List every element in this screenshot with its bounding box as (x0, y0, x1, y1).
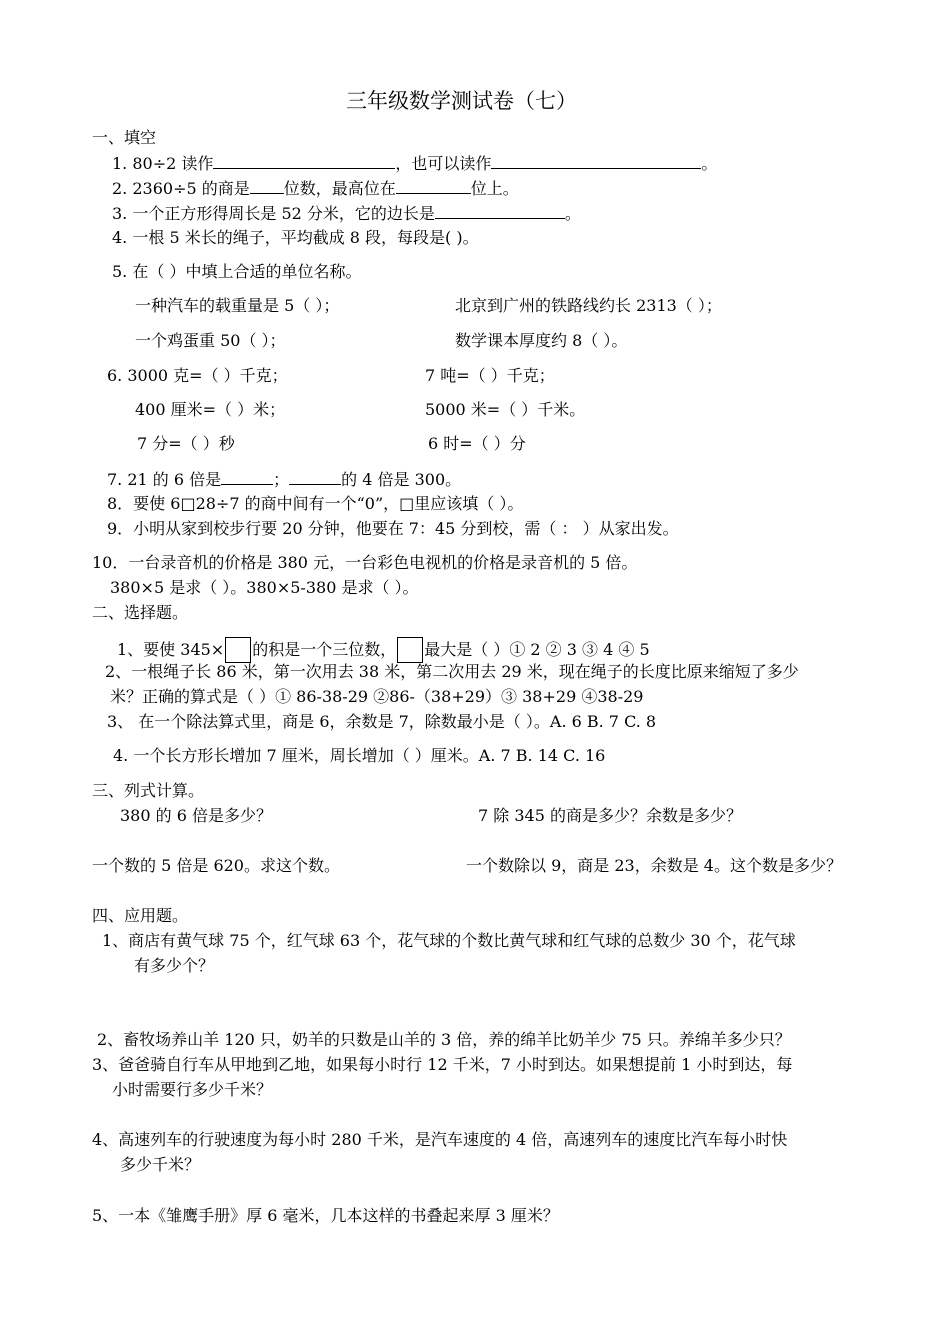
answer-blank (289, 469, 341, 485)
question-text: ； (273, 470, 290, 489)
question-1-6-item: 6 时=（ ）分 (428, 434, 526, 453)
question-1-1 (112, 153, 717, 174)
question-1-6-item: 6. 3000 克=（ ）千克； (107, 366, 288, 385)
answer-blank (435, 203, 565, 219)
word-problem-4: 4、高速列车的行驶速度为每小时 280 千米，是汽车速度的 4 倍，高速列车的速度比汽车每小时快 (92, 1130, 788, 1149)
question-1-6-item: 400 厘米=（ ）米； (135, 400, 286, 419)
blank-box (225, 637, 251, 663)
question-1-6-item: 5000 米=（ ）千米。 (425, 400, 586, 419)
question-1-6-item: 7 吨=（ ）千克； (425, 366, 555, 385)
word-problem-3-cont: 小时需要行多少千米？ (112, 1080, 273, 1099)
blank-box (397, 637, 423, 663)
question-1-10: 10．一台录音机的价格是 380 元，一台彩色电视机的价格是录音机的 5 倍。 (92, 553, 638, 572)
question-1-5-item: 一种汽车的载重量是 5（ ）； (135, 296, 340, 315)
calc-question: 380 的 6 倍是多少？ (120, 806, 272, 825)
section-heading: 一、填空 (92, 128, 157, 147)
question-1-7 (107, 469, 461, 490)
question-2-1 (117, 637, 650, 663)
answer-blank (491, 153, 701, 169)
question-1-5-item: 一个鸡蛋重 50（ ）； (135, 331, 286, 350)
question-2-2: 2、一根绳子长 86 米，第一次用去 38 米，第二次用去 29 米，现在绳子的长度比原来缩短了多少 (105, 662, 799, 681)
question-1-5-item: 数学课本厚度约 8（ ）。 (455, 331, 628, 350)
word-problem-3: 3、爸爸骑自行车从甲地到乙地，如果每小时行 12 千米，7 小时到达。如果想提前 1 小时到达，每 (92, 1055, 793, 1074)
section-heading: 三、列式计算。 (92, 781, 205, 800)
question-1-8: 8．要使 6□28÷7 的商中间有一个“0”，□里应该填（ ）。 (107, 494, 524, 513)
answer-blank (213, 153, 395, 169)
question-text: 3. 一个正方形得周长是 52 分米，它的边长是 (112, 204, 435, 223)
question-text: 位上。 (470, 179, 519, 198)
word-problem-1-cont: 有多少个？ (134, 956, 215, 975)
word-problem-1: 1、商店有黄气球 75 个，红气球 63 个，花气球的个数比黄气球和红气球的总数少 30 个，花气球 (102, 931, 796, 950)
question-text: 1. 80÷2 读作 (112, 154, 214, 173)
question-text: 位数，最高位在 (283, 179, 396, 198)
question-text: ，也可以读作 (395, 154, 492, 173)
question-1-9: 9．小明从家到校步行要 20 分钟，他要在 7：45 分到校，需（ ： ）从家出发。 (107, 519, 679, 538)
question-1-6-item: 7 分=（ ）秒 (137, 434, 235, 453)
calc-question: 一个数的 5 倍是 620。求这个数。 (92, 856, 340, 875)
calc-question: 7 除 345 的商是多少？余数是多少？ (478, 806, 742, 825)
question-text: 1、要使 345× (117, 640, 225, 659)
question-2-3: 3、 在一个除法算式里，商是 6，余数是 7，除数最小是（ ）。A. 6 B. 7 C. 8 (107, 712, 657, 731)
word-problem-5: 5、一本《雏鹰手册》厚 6 毫米，几本这样的书叠起来厚 3 厘米？ (92, 1206, 559, 1225)
question-text: 的 4 倍是 300。 (341, 470, 462, 489)
question-text: 最大是（ ）① 2 ② 3 ③ 4 ④ 5 (424, 640, 650, 659)
section-heading: 四、应用题。 (92, 906, 189, 925)
question-1-5-item: 北京到广州的铁路线约长 2313（ ）； (455, 296, 722, 315)
question-1-2 (112, 178, 519, 199)
question-1-4: 4. 一根 5 米长的绳子，平均截成 8 段，每段是( )。 (112, 228, 479, 247)
question-text: 2. 2360÷5 的商是 (112, 179, 250, 198)
answer-blank (250, 178, 284, 194)
question-1-3 (112, 203, 581, 224)
answer-blank (221, 469, 273, 485)
answer-blank (396, 178, 471, 194)
page-title: 三年级数学测试卷（七） (346, 89, 577, 113)
question-1-5: 5. 在（ ）中填上合适的单位名称。 (112, 262, 362, 281)
question-2-2-options: 米？正确的算式是（ ）① 86-38-29 ②86-（38+29）③ 38+29 ④38-29 (110, 687, 644, 706)
question-1-10-detail: 380×5 是求（ ）。380×5-380 是求（ ）。 (110, 578, 419, 597)
section-heading: 二、选择题。 (92, 603, 189, 622)
question-text: 7. 21 的 6 倍是 (107, 470, 222, 489)
word-problem-2: 2、畜牧场养山羊 120 只，奶羊的只数是山羊的 3 倍，养的绵羊比奶羊少 75 只。养绵羊多少只？ (97, 1030, 791, 1049)
question-text: 的积是一个三位数， (252, 640, 397, 659)
question-text: 。 (564, 204, 581, 223)
word-problem-4-cont: 多少千米？ (120, 1155, 201, 1174)
question-2-4: 4. 一个长方形长增加 7 厘米，周长增加（ ）厘米。A. 7 B. 14 C. 16 (113, 746, 606, 765)
calc-question: 一个数除以 9，商是 23，余数是 4。这个数是多少？ (466, 856, 842, 875)
question-text: 。 (701, 154, 718, 173)
